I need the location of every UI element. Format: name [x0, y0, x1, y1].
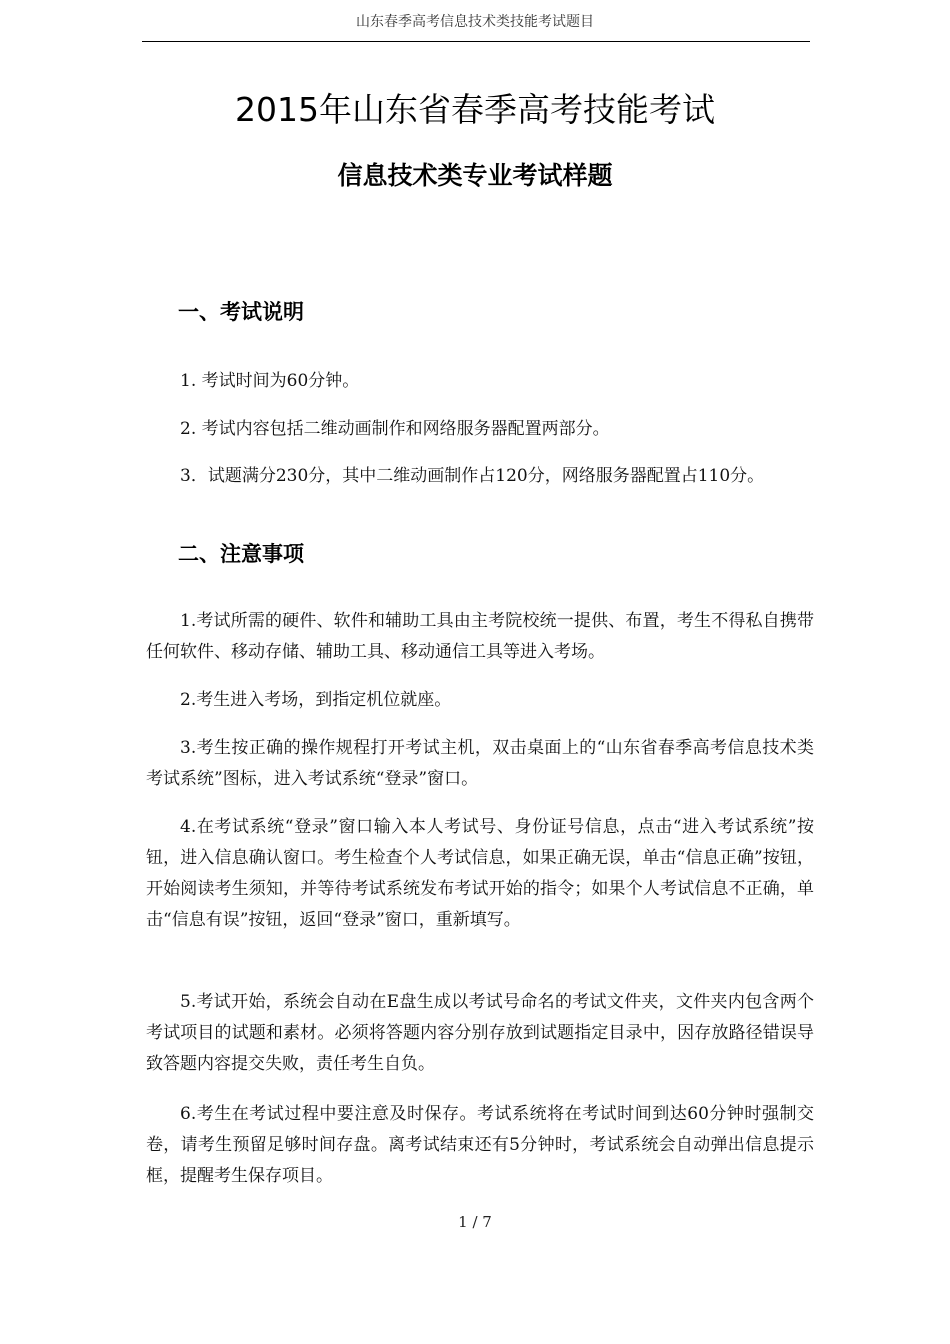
notice-item-3: 3.考生按正确的操作规程打开考试主机，双击桌面上的“山东省春季高考信息技术类考试系统”图标，进入考试系统“登录”窗口。 — [146, 738, 814, 789]
page-indicator: 1 / 7 — [458, 1213, 492, 1231]
exam-instruction-1: 1. 考试时间为60分钟。 — [180, 371, 360, 391]
running-header: 山东春季高考信息技术类技能考试题目 — [356, 14, 594, 30]
notice-item-5: 5.考试开始，系统会自动在E盘生成以考试号命名的考试文件夹，文件夹内包含两个考试项目的试题和素材。必须将答题内容分别存放到试题指定目录中，因存放路径错误导致答题内容提交失败，责任考生自负。 — [146, 992, 814, 1074]
notice-item-6: 6.考生在考试过程中要注意及时保存。考试系统将在考试时间到达60分钟时强制交卷，请考生预留足够时间存盘。离考试结束还有5分钟时，考试系统会自动弹出信息提示框，提醒考生保存项目。 — [146, 1104, 814, 1186]
notice-item-1: 1.考试所需的硬件、软件和辅助工具由主考院校统一提供、布置，考生不得私自携带任何软件、移动存储、辅助工具、移动通信工具等进入考场。 — [146, 611, 814, 662]
notice-item-4: 4.在考试系统“登录”窗口输入本人考试号、身份证号信息，点击“进入考试系统”按钮，进入信息确认窗口。考生检查个人考试信息，如果正确无误，单击“信息正确”按钮，开始阅读考生须知，并等待考试系统发布考试开始的指令；如果个人考试信息不正确，单击“信息有误”按钮，返回“登录”窗口，重新填写。 — [146, 817, 814, 930]
notice-item-2: 2.考生进入考场，到指定机位就座。 — [180, 690, 452, 710]
exam-instruction-3: 3．试题满分230分，其中二维动画制作占120分，网络服务器配置占110分。 — [180, 466, 765, 486]
document-subtitle: 信息技术类专业考试样题 — [337, 161, 613, 190]
section-heading-notes: 二、注意事项 — [178, 542, 304, 566]
section-heading-exam-instructions: 一、考试说明 — [178, 300, 304, 324]
header-rule — [142, 41, 810, 42]
document-title: 2015年山东省春季高考技能考试 — [235, 90, 715, 129]
exam-instruction-2: 2. 考试内容包括二维动画制作和网络服务器配置两部分。 — [180, 419, 610, 439]
